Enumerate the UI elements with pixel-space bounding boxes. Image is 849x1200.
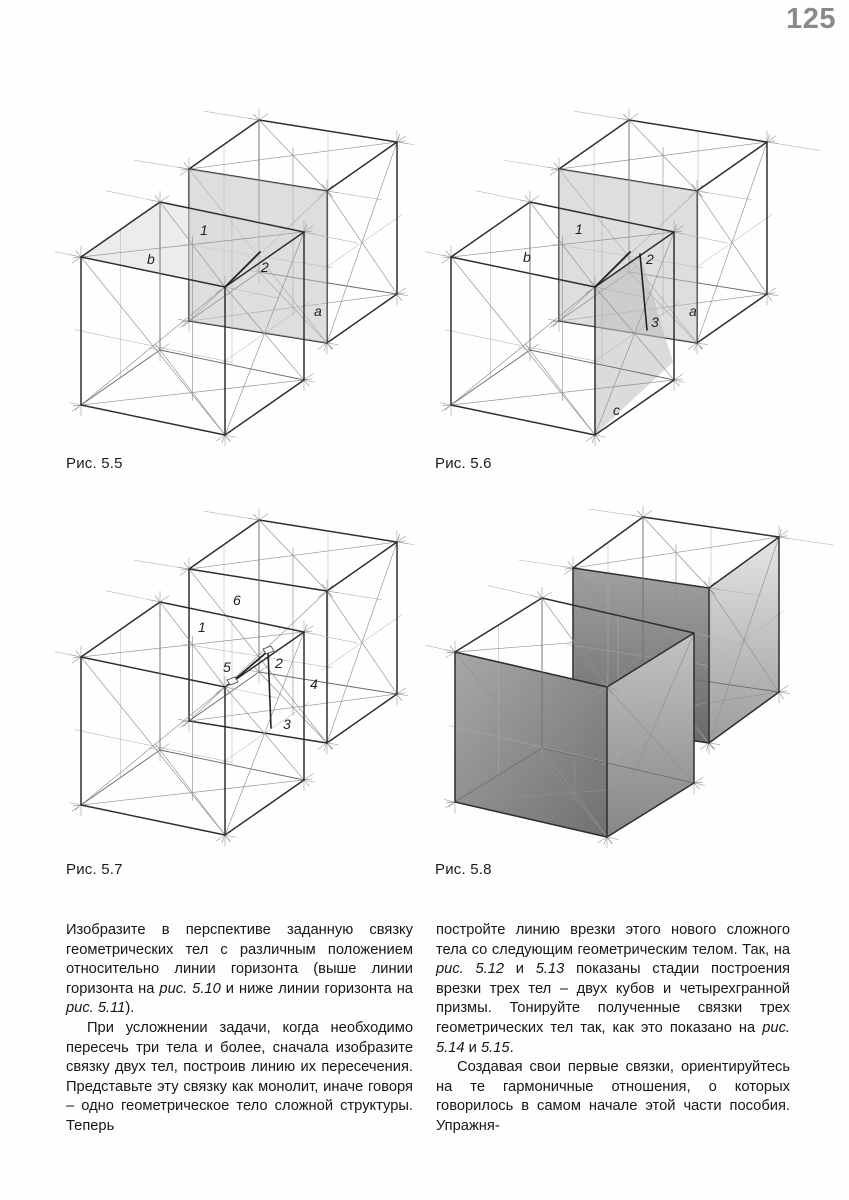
paragraph xyxy=(66,921,413,1019)
text-segment: Изобразите в перспективе заданную связку геометрических тел с различным положением относительно линии горизонта (выше линии горизонта на xyxy=(66,922,413,997)
point-label: 3 xyxy=(283,716,291,732)
text-column-left xyxy=(66,921,413,1137)
point-label: c xyxy=(613,402,620,418)
point-label: 3 xyxy=(651,314,659,330)
point-label: 1 xyxy=(198,619,206,635)
page-number: 125 xyxy=(786,3,836,35)
text-segment: рис. 5.12 xyxy=(436,961,505,978)
point-label: 4 xyxy=(310,676,318,692)
text-segment: рис. 5.14 xyxy=(436,1019,790,1056)
text-segment: постройте линию врезки этого нового сложного тела со следующим геометрическим телом. Так, на xyxy=(436,922,790,958)
point-label: 2 xyxy=(275,655,283,671)
point-label: 2 xyxy=(646,251,654,267)
paragraph xyxy=(436,921,790,1058)
point-label: 2 xyxy=(261,259,269,275)
text-segment: Создавая свои первые связки, ориентируйтесь на те гармоничные отношения, о которых говорилось в самом начале этой части пособия. Упражня- xyxy=(436,1059,790,1134)
figure-5-7 xyxy=(55,500,415,860)
text-column-right xyxy=(436,921,790,1137)
text-segment: и xyxy=(504,961,536,978)
text-segment: рис. 5.11 xyxy=(66,1000,126,1017)
figure-5-8 xyxy=(425,500,833,860)
figure-caption: Рис. 5.7 xyxy=(66,861,123,878)
paragraph xyxy=(436,1058,790,1136)
figure-caption: Рис. 5.5 xyxy=(66,455,123,472)
point-label: 5 xyxy=(223,659,231,675)
figure-caption: Рис. 5.6 xyxy=(435,455,492,472)
text-segment: ). xyxy=(125,1000,135,1017)
paragraph xyxy=(66,1019,413,1137)
text-segment: показаны стадии построения врезки трех тел – двух кубов и четырехгранной призмы. Тонируйте полученные связки трех геометрических тел так, как это показано на xyxy=(436,961,790,1036)
figure-5-6 xyxy=(425,100,820,455)
point-label: b xyxy=(523,249,531,265)
figure-5-6-drawing xyxy=(425,100,820,455)
figure-5-5-drawing xyxy=(55,100,415,455)
point-label: a xyxy=(314,303,322,319)
point-label: 6 xyxy=(233,592,241,608)
figure-caption: Рис. 5.8 xyxy=(435,861,492,878)
text-segment: 5.15 xyxy=(480,1039,510,1056)
text-segment: 5.13 xyxy=(535,961,565,978)
figure-5-7-drawing xyxy=(55,500,415,860)
text-segment: и ниже линии горизонта на xyxy=(220,980,413,997)
text-segment: рис. 5.10 xyxy=(159,980,221,997)
text-segment: и xyxy=(464,1039,481,1056)
figure-5-5 xyxy=(55,100,415,455)
figure-5-8-drawing xyxy=(425,500,833,860)
point-label: 1 xyxy=(200,222,208,238)
point-label: a xyxy=(689,303,697,319)
point-label: 1 xyxy=(575,221,583,237)
point-label: b xyxy=(147,251,155,267)
text-segment: . xyxy=(509,1039,514,1056)
text-segment: При усложнении задачи, когда необходимо пересечь три тела и более, сначала изобразите связку двух тел, построив линию их пересечения. Представьте эту связку как монолит, иначе говоря – одно геометрическое тело сложной структуры. Теперь xyxy=(66,1019,413,1134)
